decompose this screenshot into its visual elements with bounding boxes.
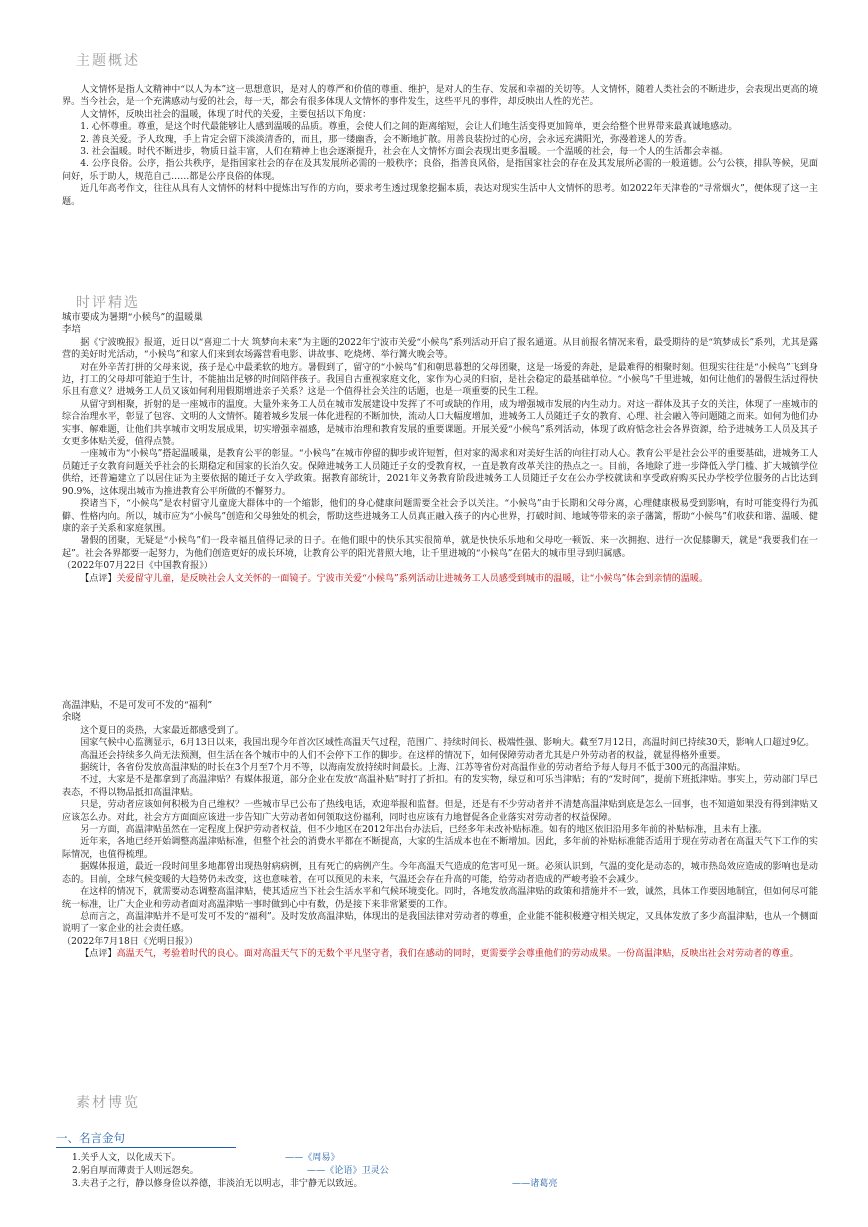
article-paragraph: 据统计，各省份发放高温津贴的时长在3个月至7个月不等，以海南发放持续时间最长。上海、江苏等省份对高温作业的劳动者给予每人每月不低于300元的高温津贴。 xyxy=(80,763,746,774)
article-paragraph: 暑假的团聚，无疑是“小候鸟”们一段幸福且值得记录的日子。在他们眼中的快乐其实很简单，就是快快乐乐地和父母吃一顿饭、来一次拥抱、进行一次促膝聊天，就是“我要我们在一起”。社会各界都要一起努力，为他们创造更好的成长环境，让教育公平的阳光普照大地，让千里进城的“小候鸟”在偌大的城市里寻到归属感。 xyxy=(62,536,818,559)
quote-text: 2.躬自厚而薄责于人则远怨矣。 xyxy=(72,1166,199,1176)
article-title: 高温津贴，不是可发可不发的“福利” xyxy=(62,700,213,711)
article-paragraph: 从留守到相聚，折射的是一座城市的温度。大量外来务工人员在城市发展建设中发挥了不可或缺的作用，成为增强城市发展的内生动力。对这一群体及其子女的关注，体现了一座城市的综合治理水平，彰显了包容、文明的人文情怀。随着城乡发展一体化进程的不断加快，流动人口大幅度增加，进城务工人员随迁子女的教育、心理、社会融入等问题随之而来。如何为他们办实事、解难题，让他们共享城市文明发展成果，切实增强幸福感，是城市治理和教育发展的重要课题。开展关爱“小候鸟”系列活动，体现了政府惦念社会各界资源，给予进城务工人员及其子女更多体贴关爱，值得点赞。 xyxy=(62,399,818,448)
section-title-overview: 主题概述 xyxy=(76,53,140,69)
quote-source: ——《论语》卫灵公 xyxy=(307,1166,389,1176)
article-paragraph: 对在外辛苦打拼的父母来说，孩子是心中最柔软的地方。暑假到了，留守的“小候鸟”们和朝思暮想的父母团聚，这是一场爱的奔赴，是最难得的相聚时刻。但现实往往是“小候鸟”飞到身边，打工的父母却可能迫于生计，不能抽出足够的时间陪伴孩子。我国自古重视家庭文化，家作为心灵的归宿，是社会稳定的最基础单位。“小候鸟”千里进城，如何让他们的暑假生活过得快乐且有意义？进城务工人员又该如何利用假期增进亲子关系？这是一个值得社会关注的话题，也是一项重要的民生工程。 xyxy=(62,362,818,398)
overview-paragraph: 4. 公序良俗。公序，指公共秩序，是指国家社会的存在及其发展所必需的一般秩序；良俗，指善良风俗，是指国家社会的存在及其发展所必需的一般道德。公勺公筷，排队等候，见面问好，乐于助人，规范自己……都是公序良俗的体现。 xyxy=(62,159,818,182)
article-paragraph: 据《宁波晚报》报道，近日以“喜迎二十大 筑梦向未来”为主题的2022年宁波市关爱“小候鸟”系列活动开启了报名通道。从目前报名情况来看，最受期待的是“筑梦成长”系列，尤其是露营的美好时光活动，“小候鸟”和家人们来到农场露营看电影、讲故事、吃烧烤、举行篝火晚会等。 xyxy=(62,337,818,361)
article-paragraph: 国家气候中心监测显示，6月13日以来，我国出现今年首次区域性高温天气过程，范围广、持续时间长、极端性强、影响大。截至7月12日，高温时间已持续30天，影响人口超过9亿。 xyxy=(80,738,815,749)
quotes-heading-rule xyxy=(56,1147,236,1148)
article-source: （2022年7月18日《光明日报》） xyxy=(62,936,198,947)
article-comment xyxy=(62,948,818,960)
article-paragraph: 只是，劳动者应该如何积极为自己维权？一些城市早已公布了热线电话，欢迎举报和监督。但是，还是有不少劳动者并不清楚高温津贴到底是怎么一回事，也不知道如果没有得到津贴又应该怎么办。对此，社会方方面面应该进一步告知广大劳动者如何领取这份福利，同时也应该有力地督促各企业落实对劳动者的权益保障。 xyxy=(62,800,818,823)
article-paragraph: 近年来，各地已经开始调整高温津贴标准，但整个社会的消费水平都在不断提高，大家的生活成本也在不断增加。因此，多年前的补贴标准能否适用于现在劳动者在高温天气下工作的实际情况，也值得梳理。 xyxy=(62,837,818,860)
overview-body xyxy=(62,84,818,208)
article-comment xyxy=(62,573,818,585)
comment-text: 高温天气，考验着时代的良心。面对高温天气下的无数个平凡坚守者，我们在感动的同时，更需要学会尊重他们的劳动成果。一份高温津贴，反映出社会对劳动者的尊重。 xyxy=(116,949,799,960)
article-title: 城市要成为暑期“小候鸟”的温暖巢 xyxy=(62,312,203,323)
article-paragraph: 在这样的情况下，就需要动态调整高温津贴，使其适应当下社会生活水平和气候环境变化。同时，各地发放高温津贴的政策和措施并不一致，诚然，具体工作要因地制宜，但如何尽可能统一标准，让广大企业和劳动者面对高温津贴一事时做到心中有数，仍是接下来非常紧要的工作。 xyxy=(62,887,818,910)
article-paragraph: 据媒体报道，最近一段时间里多地都曾出现热射病病例，且有死亡的病例产生。今年高温天气造成的危害可见一斑。必须认识到，气温的变化是动态的，城市热岛效应造成的影响也是动态的。目前，全球气候变暖的大趋势仍未改变，这也意味着，在可以预见的未来，气温还会存在升高的可能，给劳动者造成的严峻考验不会减少。 xyxy=(62,862,818,885)
overview-paragraph: 1. 心怀尊重。尊重，是这个时代最能够让人感到温暖的品质。尊重，会使人们之间的距离缩短，会让人们地生活变得更加简单，更会给整个世界带来最真诚地感动。 xyxy=(80,122,738,133)
comment-text: 关爱留守儿童，是反映社会人文关怀的一面镜子。宁波市关爱“小候鸟”系列活动让进城务工人员感受到城市的温暖，让“小候鸟”体会到亲情的温暖。 xyxy=(116,573,709,584)
quotes-heading: 一、名言金句 xyxy=(56,1131,125,1145)
article-paragraph: 揆诸当下，“小候鸟”是农村留守儿童庞大群体中的一个缩影，他们的身心健康问题需要全社会予以关注。“小候鸟”由于长期和父母分离，心理健康极易受到影响，有时可能变得行为孤僻、性格内向。所以，城市应为“小候鸟”创造和父母独处的机会，帮助这些进城务工人员真正融入孩子的内心世界，打破时间、地域等带来的亲子藩篱，帮助“小候鸟”们收获和谐、温暖、健康的亲子关系和家庭氛围。 xyxy=(62,499,818,534)
section-title-commentary: 时评精选 xyxy=(76,295,140,311)
quote-source: ——诸葛亮 xyxy=(512,1179,558,1189)
section-title-materials: 素材博览 xyxy=(76,1095,140,1111)
article-paragraph: 一座城市为“小候鸟”搭起温暖巢，是教育公平的彰显。“小候鸟”在城市停留的脚步或许短暂，但对家的渴求和对美好生活的向往打动人心。教育公平是社会公平的重要基础，进城务工人员随迁子女教育问题关乎社会的长期稳定和国家的长治久安。保障进城务工人员随迁子女的受教育权，一直是教育改革关注的热点之一。目前，各地除了进一步降低入学门槛、扩大城镇学位供给，还普遍建立了以居住证为主要依据的随迁子女入学政策。据教育部统计，2021年义务教育阶段进城务工人员随迁子女在公办学校就读和享受政府购买民办学校学位服务的占比达到90.9%，这体现出城市为推进教育公平所做的不懈努力。 xyxy=(62,449,818,497)
article-paragraph: 另一方面，高温津贴虽然在一定程度上保护劳动者权益，但不少地区在2012年出台办法后，已经多年未改补贴标准。如有的地区依旧沿用多年前的补贴标准，且未有上涨。 xyxy=(80,825,768,836)
article-source: （2022年07月22日《中国教育报》） xyxy=(62,561,213,572)
overview-paragraph: 近几年高考作文，往往从具有人文情怀的材料中提炼出写作的方向，要求考生透过现象挖掘本质，表达对现实生活中人文情怀的思考。如2022年天津卷的“寻常烟火”，便体现了这一主题。 xyxy=(62,184,818,207)
comment-tag: 【点评】 xyxy=(80,949,117,960)
overview-paragraph: 人文情怀，反映出社会的温暖，体现了时代的关爱，主要包括以下角度： xyxy=(80,109,372,120)
overview-paragraph: 人文情怀是指人文精神中“以人为本”这一思想意识，是对人的尊严和价值的尊重、维护，是对人的生存、发展和幸福的关切等。人文情怀，随着人类社会的不断进步，会表现出更高的境界。当今社会，是一个充满感动与爱的社会，每一天，都会有很多体现人文情怀的事件发生，这些平凡的事件，却反映出人性的光芒。 xyxy=(62,85,818,108)
overview-paragraph: 3. 社会温暖。时代不断进步，物质日益丰富，人们在精神上也会逐渐提升，社会在人文情怀方面会表现出更多温暖。一个温暖的社会，每一个人的生活都会幸福。 xyxy=(80,147,729,158)
article-paragraph: 不过，大家是不是都拿到了高温津贴？有媒体报道，部分企业在发放“高温补贴”时打了折扣。有的发实物，绿豆和可乐当津贴；有的“发时间”，提前下班抵津贴。事实上，劳动部门早已表态，不得以物品抵扣高温津贴。 xyxy=(62,775,818,798)
overview-paragraph: 2. 善良关爱。予人玫瑰，手上肯定会留下淡淡清香的，而且，那一缕幽香，会不断地扩散。用善良装扮过的心房，会永远充满阳光，弥漫着迷人的芳香。 xyxy=(80,134,692,145)
article-paragraph: 这个夏日的炎热，大家最近都感受到了。 xyxy=(80,725,244,736)
article-paragraph: 总而言之，高温津贴并不是可发可不发的“福利”。及时发放高温津贴，体现出的是我国法律对劳动者的尊重，企业能不能积极遵守相关规定，又具体发放了多少高温津贴，也从一个侧面说明了一家企业的社会责任感。 xyxy=(62,911,818,935)
quote-source: ——《周易》 xyxy=(285,1153,340,1163)
article-paragraph: 高温还会持续多久尚无法预测，但生活在各个城市中的人们不会停下工作的脚步。在这样的情况下，如何保障劳动者尤其是户外劳动者的权益，就显得格外重要。 xyxy=(80,750,726,761)
comment-tag: 【点评】 xyxy=(80,573,117,584)
quote-text: 3.夫君子之行，静以修身俭以养德，非淡泊无以明志，非宁静无以致远。 xyxy=(72,1179,363,1189)
quote-text: 1.关乎人文，以化成天下。 xyxy=(72,1153,181,1163)
article-two xyxy=(62,700,818,961)
article-one xyxy=(62,312,818,585)
article-author: 李培 xyxy=(62,324,81,336)
article-author: 余晓 xyxy=(62,712,81,724)
